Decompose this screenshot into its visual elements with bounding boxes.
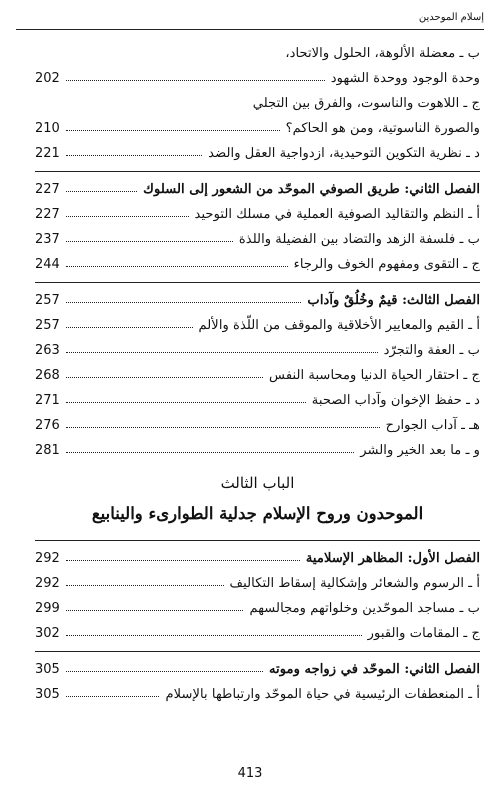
entry-page-number: 305 bbox=[35, 662, 60, 677]
entry-title: الفصل الأول: المظاهر الإسلامية bbox=[305, 551, 480, 566]
entry-page-number: 210 bbox=[35, 121, 60, 136]
chapter-entry[interactable] bbox=[35, 540, 480, 566]
toc-entry[interactable] bbox=[35, 616, 480, 641]
toc-entry[interactable] bbox=[35, 591, 480, 616]
entry-page-number: 305 bbox=[35, 687, 60, 702]
entry-page-number: 302 bbox=[35, 626, 60, 641]
dot-leader bbox=[66, 427, 380, 428]
section-gap bbox=[35, 458, 480, 468]
entry-title: وحدة الوجود ووحدة الشهود bbox=[330, 71, 480, 86]
dot-leader bbox=[66, 352, 378, 353]
running-header: إسلام الموحدين bbox=[418, 12, 484, 23]
entry-title: ج ـ المقامات والقبور bbox=[367, 626, 480, 641]
toc-entry[interactable] bbox=[35, 222, 480, 247]
toc-entry[interactable] bbox=[35, 308, 480, 333]
entry-page-number: 276 bbox=[35, 418, 60, 433]
entry-title: ب ـ فلسفة الزهد والتضاد بين الفضيلة واللذة bbox=[238, 232, 480, 247]
entry-title: هـ ـ آداب الجوارح bbox=[385, 418, 480, 433]
header-rule bbox=[16, 29, 484, 30]
dot-leader bbox=[66, 696, 159, 697]
part-title: الموحدون وروح الإسلام جدلية الطوارىء والينابيع bbox=[91, 504, 424, 523]
toc-entry[interactable] bbox=[35, 358, 480, 383]
entry-page-number: 281 bbox=[35, 443, 60, 458]
entry-title: أ ـ القيم والمعايير الأخلاقية والموقف من اللّذة والألم bbox=[198, 318, 480, 333]
dot-leader bbox=[66, 452, 354, 453]
entry-title: و ـ ما بعد الخير والشر bbox=[360, 443, 480, 458]
entry-page-number: 292 bbox=[35, 551, 60, 566]
dot-leader bbox=[66, 191, 137, 192]
chapter-entry[interactable] bbox=[35, 282, 480, 308]
toc-entry[interactable] bbox=[35, 111, 480, 136]
dot-leader bbox=[66, 635, 362, 636]
dot-leader bbox=[66, 377, 263, 378]
entry-title: أ ـ الرسوم والشعائر وإشكالية إسقاط التكاليف bbox=[229, 576, 480, 591]
toc-entry-line: ب ـ معضلة الألوهة، الحلول والاتحاد، bbox=[285, 46, 480, 61]
entry-title: ج ـ احتقار الحياة الدنيا ومحاسبة النفس bbox=[269, 368, 480, 383]
toc-entry[interactable] bbox=[35, 383, 480, 408]
dot-leader bbox=[66, 216, 189, 217]
entry-page-number: 244 bbox=[35, 257, 60, 272]
toc-entry[interactable] bbox=[35, 247, 480, 272]
entry-title: ب ـ مساجد الموحّدين وخلواتهم ومجالسهم bbox=[249, 601, 480, 616]
entry-page-number: 257 bbox=[35, 293, 60, 308]
dot-leader bbox=[66, 130, 280, 131]
dot-leader bbox=[66, 560, 300, 561]
toc-entry[interactable] bbox=[35, 677, 480, 702]
entry-page-number: 271 bbox=[35, 393, 60, 408]
dot-leader bbox=[66, 610, 243, 611]
toc-entry[interactable] bbox=[35, 333, 480, 358]
entry-page-number: 292 bbox=[35, 576, 60, 591]
dot-leader bbox=[66, 266, 288, 267]
entry-page-number: 237 bbox=[35, 232, 60, 247]
toc-entry[interactable] bbox=[35, 433, 480, 458]
dot-leader bbox=[66, 241, 233, 242]
chapter-entry[interactable] bbox=[35, 651, 480, 677]
entry-page-number: 263 bbox=[35, 343, 60, 358]
dot-leader bbox=[66, 327, 193, 328]
entry-page-number: 221 bbox=[35, 146, 60, 161]
dot-leader bbox=[66, 302, 301, 303]
dot-leader bbox=[66, 80, 325, 81]
entry-page-number: 227 bbox=[35, 182, 60, 197]
page-number: 413 bbox=[237, 766, 263, 781]
toc-entry[interactable] bbox=[35, 136, 480, 161]
entry-title: والصورة الناسوتية، ومن هو الحاكم؟ bbox=[285, 121, 480, 136]
section-gap bbox=[35, 161, 480, 171]
section-gap bbox=[35, 272, 480, 282]
dot-leader bbox=[66, 155, 202, 156]
entry-page-number: 227 bbox=[35, 207, 60, 222]
dot-leader bbox=[66, 402, 306, 403]
part-heading: الباب الثالث bbox=[220, 474, 295, 492]
entry-title: أ ـ المنعطفات الرئيسية في حياة الموحّد وارتباطها بالإسلام bbox=[165, 687, 480, 702]
section-gap bbox=[35, 641, 480, 651]
entry-page-number: 268 bbox=[35, 368, 60, 383]
entry-title: الفصل الثاني: الموحّد في زواجه وموته bbox=[268, 662, 480, 677]
table-of-contents bbox=[35, 36, 480, 702]
toc-entry-line: ج ـ اللاهوت والناسوت، والفرق بين التجلي bbox=[252, 96, 480, 111]
section-gap bbox=[35, 530, 480, 540]
entry-title: د ـ حفظ الإخوان وآداب الصحبة bbox=[311, 393, 480, 408]
dot-leader bbox=[66, 585, 224, 586]
entry-page-number: 202 bbox=[35, 71, 60, 86]
entry-title: ج ـ التقوى ومفهوم الخوف والرجاء bbox=[293, 257, 480, 272]
toc-entry[interactable] bbox=[35, 197, 480, 222]
entry-title: أ ـ النظم والتقاليد الصوفية العملية في مسلك التوحيد bbox=[194, 207, 480, 222]
toc-entry[interactable] bbox=[35, 408, 480, 433]
chapter-entry[interactable] bbox=[35, 171, 480, 197]
entry-page-number: 299 bbox=[35, 601, 60, 616]
entry-title: الفصل الثاني: طريق الصوفي الموحّد من الشعور إلى السلوك bbox=[143, 182, 480, 197]
entry-title: د ـ نظرية التكوين التوحيدية، ازدواجية العقل والضد bbox=[208, 146, 480, 161]
entry-title: ب ـ العفة والتجرّد bbox=[383, 343, 480, 358]
entry-title: الفصل الثالث: قيمٌ وخُلُقٌ وآداب bbox=[307, 293, 480, 308]
toc-entry[interactable] bbox=[35, 61, 480, 86]
dot-leader bbox=[66, 671, 263, 672]
toc-entry[interactable] bbox=[35, 566, 480, 591]
entry-page-number: 257 bbox=[35, 318, 60, 333]
